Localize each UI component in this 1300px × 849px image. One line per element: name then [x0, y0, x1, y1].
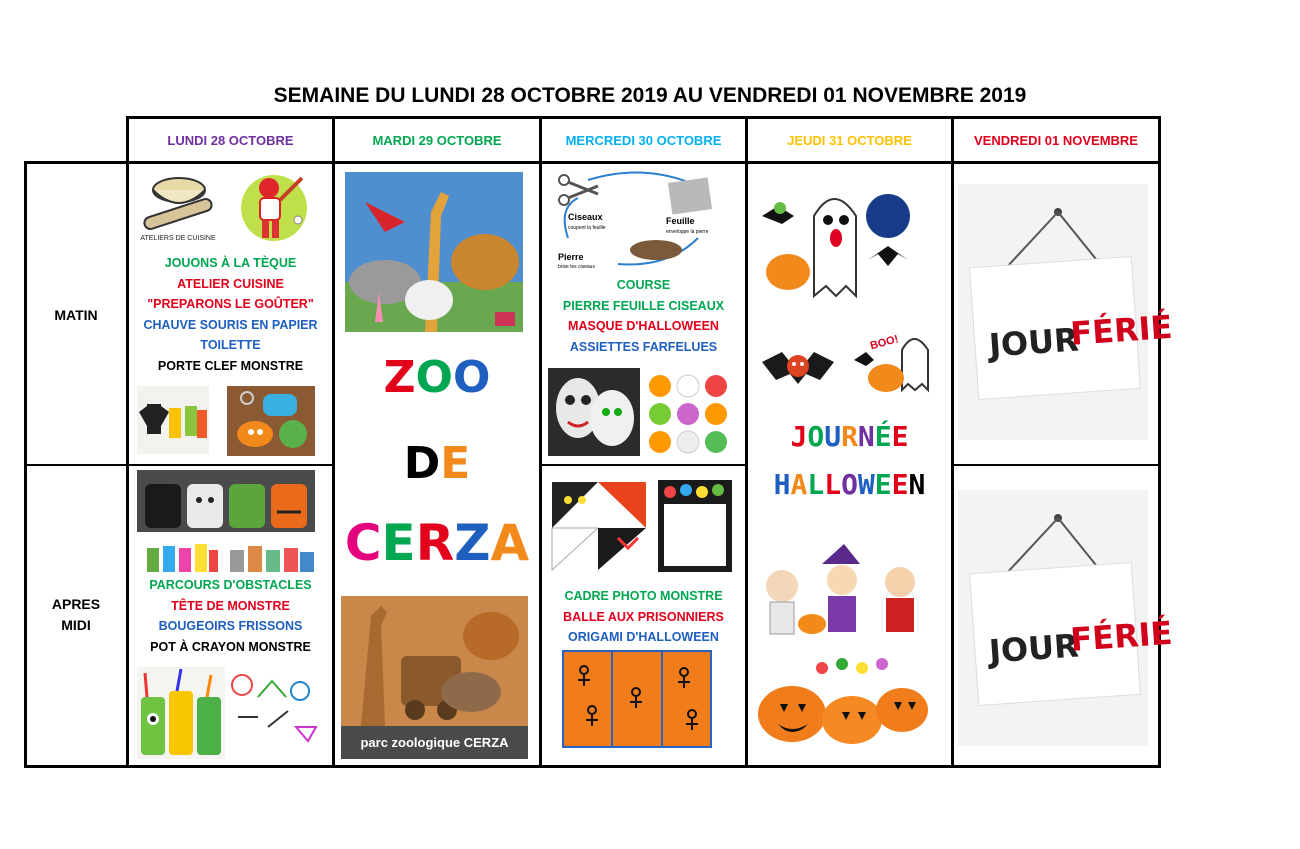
header-wednesday: MERCREDI 30 OCTOBRE — [565, 132, 722, 148]
cerza-banner: parc zoologique CERZA — [341, 726, 528, 759]
svg-text:brise les ciseaux: brise les ciseaux — [558, 264, 595, 270]
activity: PIERRE FEUILLE CISEAUX — [562, 298, 725, 313]
paper-plates-image — [644, 370, 732, 456]
page-title: SEMAINE DU LUNDI 28 OCTOBRE 2019 AU VENDREDI 01 NOVEMBRE 2019 — [273, 84, 1027, 107]
title-letter: E — [381, 514, 416, 572]
activity: ASSIETTES FARFELUES — [569, 339, 718, 354]
header-friday: VENDREDI 01 NOVEMBRE — [974, 132, 1138, 148]
obstacle-course-image — [228, 667, 320, 747]
title-letter: D — [403, 438, 441, 489]
halloween-mask-image — [548, 368, 640, 456]
origami-image — [548, 478, 650, 574]
title-letter: H — [773, 468, 791, 501]
svg-text:BOO!: BOO! — [868, 333, 900, 353]
title-letter: L — [824, 468, 842, 501]
activity: CADRE PHOTO MONSTRE — [564, 589, 723, 603]
monday-morning-activities — [129, 253, 332, 376]
wednesday-morning-activities — [542, 275, 745, 357]
zoo-title-line1 — [335, 352, 539, 404]
header-thursday: JEUDI 31 OCTOBRE — [787, 132, 912, 148]
keychain-image — [227, 386, 315, 456]
row-label-matin: MATIN — [54, 307, 98, 323]
svg-text:enveloppe la pierre: enveloppe la pierre — [666, 229, 709, 235]
activity: PARCOURS D'OBSTACLES — [149, 578, 312, 592]
svg-text:JOUR: JOUR — [987, 626, 1080, 671]
title-letter: W — [857, 468, 875, 501]
activity: BOUGEOIRS FRISSONS — [158, 619, 303, 633]
title-letter: O — [452, 352, 491, 403]
bat-image — [760, 344, 836, 392]
photo-frame-image — [656, 478, 734, 574]
title-letter: E — [891, 420, 909, 453]
title-letter: J — [790, 420, 808, 453]
title-letter: R — [841, 420, 858, 453]
svg-text:FÉRIÉ: FÉRIÉ — [1069, 613, 1174, 659]
svg-text:Ciseaux: Ciseaux — [568, 212, 603, 222]
costume-kids-image — [752, 546, 932, 638]
activity: COURSE — [616, 278, 671, 292]
activity: TOILETTE — [200, 338, 261, 352]
wednesday-afternoon-activities — [542, 586, 745, 648]
halloween-day-title-line2 — [748, 468, 951, 502]
title-letter: Z — [383, 352, 416, 403]
title-letter: A — [790, 468, 808, 501]
title-letter: N — [857, 420, 875, 453]
title-letter: R — [415, 514, 455, 572]
svg-text:Pierre: Pierre — [558, 252, 584, 262]
title-letter: É — [874, 420, 892, 453]
activity: ATELIER CUISINE — [177, 276, 284, 291]
monster-jars-image — [137, 470, 315, 532]
title-letter: O — [807, 420, 825, 453]
halloween-ghost-image — [758, 176, 932, 300]
title-letter: E — [440, 438, 471, 489]
pumpkin-candy-image — [752, 654, 932, 750]
activity: PORTE CLEF MONSTRE — [157, 358, 304, 373]
cooking-caption: ATELIERS DE CUISINE — [140, 235, 216, 242]
title-letter: N — [908, 468, 926, 501]
svg-text:FÉRIÉ: FÉRIÉ — [1069, 307, 1174, 353]
svg-text:Feuille: Feuille — [666, 216, 695, 226]
activity: "PREPARONS LE GOÛTER" — [147, 297, 314, 311]
header-monday: LUNDI 28 OCTOBRE — [167, 132, 294, 148]
title-letter: Z — [454, 514, 491, 572]
title-letter: U — [824, 420, 842, 453]
baseball-image — [236, 168, 312, 244]
row-label-apres: APRES MIDI — [51, 596, 101, 633]
title-letter: O — [841, 468, 858, 501]
activity: POT À CRAYON MONSTRE — [150, 639, 311, 654]
holiday-sign-morning — [958, 184, 1174, 440]
pencil-pot-image — [137, 667, 225, 759]
rock-paper-scissors-image — [548, 168, 732, 272]
monday-afternoon-activities — [129, 575, 332, 657]
zoo-title-line2 — [335, 438, 539, 490]
svg-text:coupent la feuille: coupent la feuille — [568, 225, 606, 231]
title-letter: L — [807, 468, 825, 501]
monster-heads-image — [145, 538, 219, 574]
title-letter: A — [490, 514, 530, 572]
halloween-day-title-line1 — [748, 420, 951, 454]
svg-text:JOUR: JOUR — [987, 320, 1080, 365]
cerza-park-image — [341, 596, 528, 759]
zoo-title-line3 — [335, 514, 539, 572]
header-tuesday: MARDI 29 OCTOBRE — [372, 132, 502, 148]
title-letter: E — [874, 468, 892, 501]
bat-craft-image — [137, 386, 209, 454]
title-letter: O — [415, 352, 453, 403]
cooking-image — [137, 168, 219, 246]
activity: ORIGAMI D'HALLOWEEN — [568, 630, 719, 644]
title-letter: C — [344, 514, 382, 572]
holiday-sign-afternoon — [958, 490, 1174, 746]
activity: CHAUVE SOURIS EN PAPIER — [143, 317, 318, 332]
zoo-animals-image — [345, 172, 523, 332]
title-letter: E — [891, 468, 909, 501]
activity: TÊTE DE MONSTRE — [171, 598, 290, 613]
activity: JOUONS À LA TÈQUE — [164, 256, 297, 270]
activity: BALLE AUX PRISONNIERS — [563, 609, 724, 624]
activity: MASQUE D'HALLOWEEN — [568, 319, 719, 333]
candle-holders-image — [228, 540, 316, 574]
boo-ghost-image — [852, 320, 936, 396]
dodgeball-image — [562, 650, 712, 748]
